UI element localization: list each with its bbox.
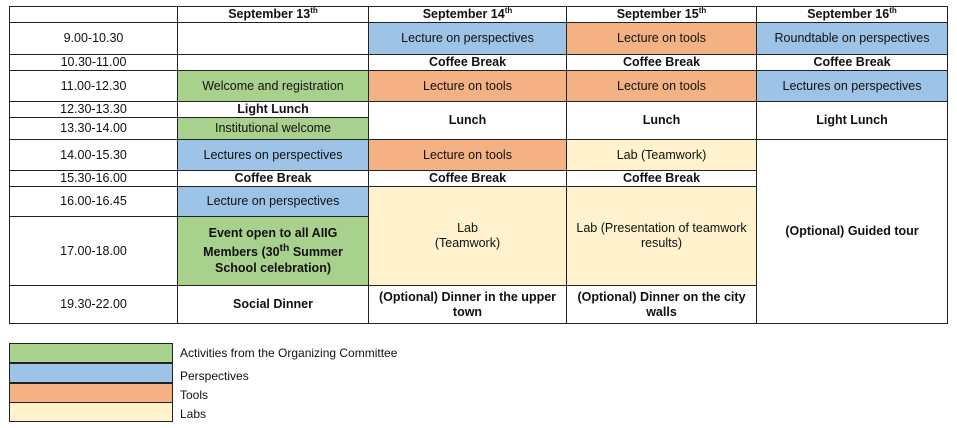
time-cell: 11.00-12.30 (10, 71, 178, 102)
break-cell: Light Lunch (178, 102, 369, 118)
time-cell: 17.00-18.00 (10, 217, 178, 286)
break-cell: Coffee Break (369, 55, 567, 71)
legend-label: Perspectives (180, 369, 249, 383)
session-cell: Lecture on tools (567, 23, 757, 55)
legend-swatch-committee (9, 343, 173, 363)
session-cell: Institutional welcome (178, 118, 369, 140)
break-cell: Lunch (369, 102, 567, 140)
time-cell: 9.00-10.30 (10, 23, 178, 55)
session-cell: Lecture on tools (567, 71, 757, 102)
header-day-1: September 13th (178, 7, 369, 23)
session-cell: Lecture on tools (369, 71, 567, 102)
empty-cell (178, 55, 369, 71)
table-row (10, 55, 948, 71)
header-day-4: September 16th (757, 7, 948, 23)
legend-swatch-perspectives (9, 363, 173, 383)
session-cell: Lab (Teamwork) (567, 140, 757, 171)
table-row (10, 23, 948, 55)
break-cell: Light Lunch (757, 102, 948, 140)
table-row (10, 102, 948, 118)
legend (9, 343, 609, 423)
legend-swatch-tools (9, 383, 173, 403)
session-cell: Lecture on perspectives (178, 187, 369, 217)
time-cell: 14.00-15.30 (10, 140, 178, 171)
header-time (10, 7, 178, 23)
session-cell: Lecture on tools (369, 140, 567, 171)
break-cell: Coffee Break (567, 55, 757, 71)
time-cell: 12.30-13.30 (10, 102, 178, 118)
header-day-3: September 15th (567, 7, 757, 23)
break-cell: Coffee Break (369, 171, 567, 187)
header-row (10, 7, 948, 23)
table-row (10, 140, 948, 171)
time-cell: 16.00-16.45 (10, 187, 178, 217)
session-cell: (Optional) Dinner on the city walls (567, 286, 757, 324)
session-cell: Lectures on perspectives (178, 140, 369, 171)
session-cell: Event open to all AIIG Members (30th Summer School celebration) (178, 217, 369, 286)
time-cell: 15.30-16.00 (10, 171, 178, 187)
session-cell: (Optional) Dinner in the upper town (369, 286, 567, 324)
break-cell: Coffee Break (178, 171, 369, 187)
session-cell: Lectures on perspectives (757, 71, 948, 102)
legend-label: Labs (180, 407, 207, 421)
header-day-2: September 14th (369, 7, 567, 23)
session-cell: Lab (Presentation of teamwork results) (567, 187, 757, 286)
empty-cell (178, 23, 369, 55)
session-cell: (Optional) Guided tour (757, 140, 948, 324)
session-cell: Welcome and registration (178, 71, 369, 102)
schedule-table (9, 6, 948, 324)
table-row (10, 71, 948, 102)
session-cell: Social Dinner (178, 286, 369, 324)
session-cell: Lecture on perspectives (369, 23, 567, 55)
session-cell: Roundtable on perspectives (757, 23, 948, 55)
legend-label: Activities from the Organizing Committee (180, 346, 398, 360)
legend-swatch-labs (9, 402, 173, 422)
time-cell: 13.30-14.00 (10, 118, 178, 140)
time-cell: 10.30-11.00 (10, 55, 178, 71)
break-cell: Coffee Break (567, 171, 757, 187)
session-cell: Lab (Teamwork) (369, 187, 567, 286)
legend-label: Tools (180, 388, 209, 402)
time-cell: 19.30-22.00 (10, 286, 178, 324)
break-cell: Lunch (567, 102, 757, 140)
break-cell: Coffee Break (757, 55, 948, 71)
